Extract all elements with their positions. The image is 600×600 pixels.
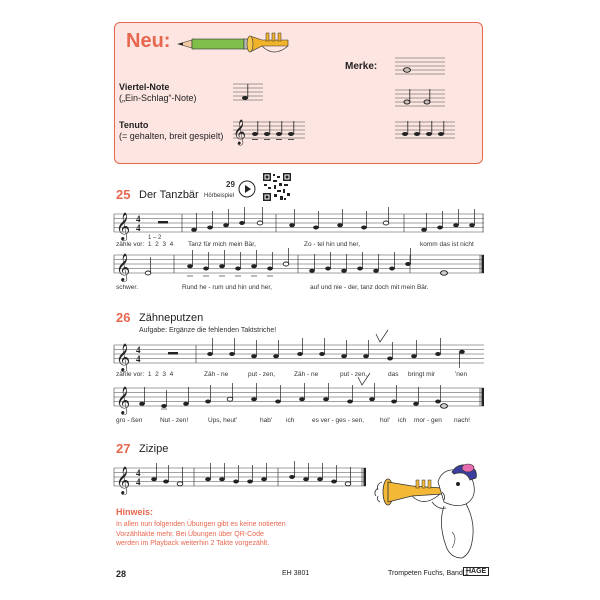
lyrics-25-2a: schwer. — [116, 284, 139, 291]
fox-trumpeter-illustration — [372, 462, 484, 562]
song-25-number: 25 — [116, 187, 131, 202]
quarter-note-label: Viertel-Note — [119, 82, 170, 92]
staff-26-line1 — [114, 340, 484, 370]
svg-text:4: 4 — [136, 214, 141, 224]
lyrics-26-2g: hol' — [380, 417, 390, 424]
tenuto-label: Tenuto — [119, 120, 149, 130]
svg-text:4: 4 — [136, 223, 141, 233]
staff-25-line1 — [114, 209, 484, 239]
svg-text:𝄞: 𝄞 — [233, 120, 247, 145]
svg-text:4: 4 — [136, 354, 141, 364]
lyrics-26-2h: ich — [398, 417, 407, 424]
lyrics-25-2b: Rund he - rum und hin und her, — [182, 284, 272, 291]
svg-text:𝄞: 𝄞 — [116, 253, 131, 281]
book-title: Trompeten Fuchs, Band 1 — [388, 570, 469, 577]
song-26-title: Zähneputzen — [139, 312, 204, 324]
lyrics-26-2i: mor - gen — [414, 417, 442, 424]
svg-text:4: 4 — [136, 345, 141, 355]
hint-title: Hinweis: — [116, 507, 154, 517]
quarter-note-sub: („Ein-Schlag“-Note) — [119, 93, 197, 103]
pencil-trumpet-icon — [178, 28, 298, 62]
count-in-upper: 1 – 2 — [148, 235, 162, 241]
svg-text:4: 4 — [136, 477, 141, 487]
svg-text:𝄞: 𝄞 — [116, 386, 131, 414]
quarter-note-staff — [233, 82, 263, 104]
merke-staff-half — [395, 88, 445, 110]
count-in-25: zähle vor: 1 2 3 4 — [116, 241, 174, 248]
lyrics-25-1a: Tanz für mich mein Bär, — [188, 241, 256, 248]
lyrics-25-1b: Zo - tel hin und her, — [304, 241, 361, 248]
hint-text: In allen nun folgenden Übungen gibt es keine notierten Vorzähltakte mehr. Bei Übungen über QR-Code werden im Playback weiterhin 2 Takte vorgezählt. — [116, 521, 286, 547]
lyrics-26-1a: Zäh - ne — [204, 371, 229, 378]
publisher-logo: HAGE — [463, 567, 489, 576]
lyrics-25-2c: auf und nie - der, tanz doch mit mein Bär. — [310, 284, 429, 291]
lyrics-25-1c: komm das ist nicht — [420, 241, 474, 248]
lyrics-26-1c: Zäh - ne — [294, 371, 319, 378]
lyrics-26-1b: put - zen, — [248, 371, 276, 378]
lyrics-26-1f: bringt mir — [408, 371, 436, 378]
song-26-task: Aufgabe: Ergänze die fehlenden Taktstriche! — [139, 327, 277, 334]
staff-27 — [114, 463, 366, 493]
svg-text:𝄞: 𝄞 — [116, 212, 131, 240]
audio-track-number: 29 — [226, 180, 235, 189]
song-26-number: 26 — [116, 310, 131, 325]
song-27-title: Zizipe — [139, 443, 169, 455]
page-number: 28 — [116, 569, 127, 579]
count-in-26: zähle vor: 1 2 3 4 — [116, 371, 174, 378]
lyrics-26-2f: es ver - ges - sen, — [312, 417, 365, 424]
svg-text:4: 4 — [136, 468, 141, 478]
tenuto-staff — [233, 120, 305, 145]
tenuto-sub: (= gehalten, breit gespielt) — [119, 131, 224, 141]
staff-25-line2 — [114, 250, 484, 280]
lyrics-26-2j: nach! — [454, 417, 470, 424]
staff-26-line2 — [114, 383, 484, 415]
audio-label: Hörbeispiel — [204, 193, 235, 199]
lyrics-26-1e: das — [388, 371, 399, 378]
svg-text:𝄞: 𝄞 — [116, 343, 131, 371]
song-27-number: 27 — [116, 441, 131, 456]
edition-code: EH 3801 — [282, 570, 310, 577]
lyrics-26-2a: gro - ßen — [116, 417, 143, 424]
lyrics-26-2d: hab' — [260, 417, 273, 424]
merke-staff-whole — [395, 56, 445, 78]
lyrics-26-2e: ich — [286, 417, 295, 424]
song-25-title: Der Tanzbär — [139, 189, 199, 201]
svg-text:𝄞: 𝄞 — [116, 466, 131, 494]
new-title: Neu: — [126, 30, 171, 52]
lyrics-26-2b: Nut - zen! — [160, 417, 189, 424]
lyrics-26-2c: Ups, heut' — [208, 417, 238, 424]
merke-label: Merke: — [345, 61, 378, 72]
merke-staff-quarter — [395, 120, 455, 142]
play-icon[interactable] — [238, 180, 256, 198]
lyrics-26-1d: put - zen, — [340, 371, 368, 378]
qr-code-icon[interactable] — [262, 172, 292, 202]
lyrics-26-1g: 'nen — [455, 371, 468, 378]
